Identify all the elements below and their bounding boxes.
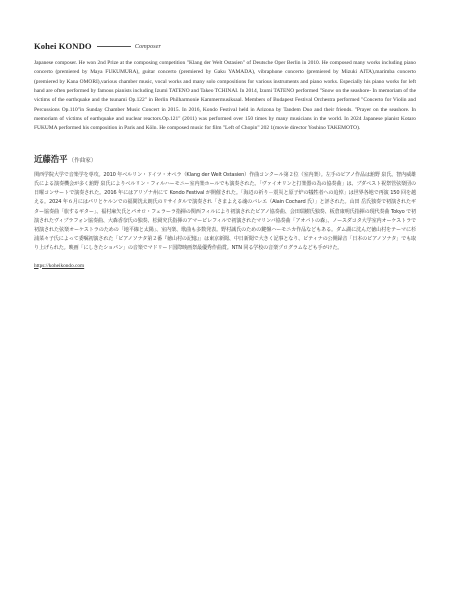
english-biography: Japanese composer. He won 2nd Prize at the composing competition "Klang der Welt Ostasien" of Deutsche Oper Berlin in 2010. He composed many works including piano concerto (premiered by Maya FUKUMURA), guitar concerto (premiered by Gaku YAMADA), vibraphone concerto (premiered by Mizuki AITA),marimba concerto (premiered by Kana OMORI),various chamber music, vocal works and many solo compositions for various instruments and piano works. Especially his piano works for left hand are often performed by famous pianists including Izumi TATENO and Takeo TCHINAI. In 2014, Izumi TATENO performed "Snow on the seashore- In memoriam of the victims of the earthquake and the tsunami Op.122" in Berlin Philharmonie Kammermusiksaal. Members of Budapest Festival Orchestra performed "Concerto for Violin and Percussions Op.110"in Sunday Chamber Music Concert in 2015. In 2016, Kondo Festival held in Arizona by Tandem Duo and their friends. "Prayer on the seashore. In memoriam of victims of earthquake and nuclear reactors.Op.121" (2011) was performed over 150 times by many musicians in the world. In 2024 Japanese pianist Kotaro FUKUMA performed his composition in Paris and Köln. He composed music for film "Left of Chopin" 202 1(movie director Yoshino TAKEMOTO). [34, 60, 416, 132]
profile-page [34, 40, 416, 272]
website-link[interactable]: https://koheikondo.com [34, 262, 85, 269]
english-header [34, 40, 416, 52]
japanese-role: （作曲家） [68, 157, 97, 164]
japanese-biography: 関西学院大学で音楽学を専攻。2010 年ベルリン・ドイツ・オペラ（Klang der Welt Ostasien）作曲コンクール第２位（室内楽）。左手のピアノ作品は舘野 泉氏、智内威雄氏による演奏機会が多く舘野 泉氏によりベルリン・フィルハーモニー室内楽ホールでも演奏された。「ヴァイオリンと打楽器の為の協奏曲」は、ブダペスト祝祭管弦楽団の日曜コンサートで演奏された。2016 年にはアリゾナ州にて Kondo Festival が開催された。「海辺の祈り－震災と原子炉の犠牲者への追悼」は世界各地で再演 150 回を越える。2024 年６月にはパリとケルンでの福間洸太朗氏のリサイタルで演奏され「さまよえる魂のバレエ（Alain Cochard 氏）」と評された。山田 岳氏独奏で初演されたギター協奏曲「旅するギター」、福村麻矢氏とパオロ・フェラーラ指揮の関西フィルにより初演されたピアノ協奏曲、会田瑞樹氏独奏、板倉康明氏指揮の現代奏曲 Tokyo で初演されたヴィブラフォン協奏曲、大森香奈氏の独奏、松岡究氏指揮のアマービレフィルで初演されたマリンバ協奏曲「アオバトの森」、ノースダコタ大学室内オーケストラで初演された弦楽オーケストラのための「地平線と太陽」、室内楽、歌曲も多数発表。野村誠氏のための鍵盤ハーモニカ作品などもある。ダム湖に沈んだ徳山村をテーマに杉浦菜々子氏によって委嘱初演された「ピアノソナタ第２番『徳山村の記憶』」は東京新聞、中日新聞で大きく記事となり、ピティナの公開録音「日本のピアノソナタ」でも取り上げられた。映画「にしきたショパン」の音楽でマドリード国際映画祭最優秀作曲賞。NTN 同る学校の音楽プログラムなども手がけた。 [34, 171, 416, 252]
english-role: Composer [134, 42, 161, 50]
japanese-name: 近藤浩平 [34, 153, 68, 164]
english-name: Kohei KONDO [34, 41, 92, 51]
japanese-header [34, 153, 416, 165]
header-divider [97, 46, 131, 47]
